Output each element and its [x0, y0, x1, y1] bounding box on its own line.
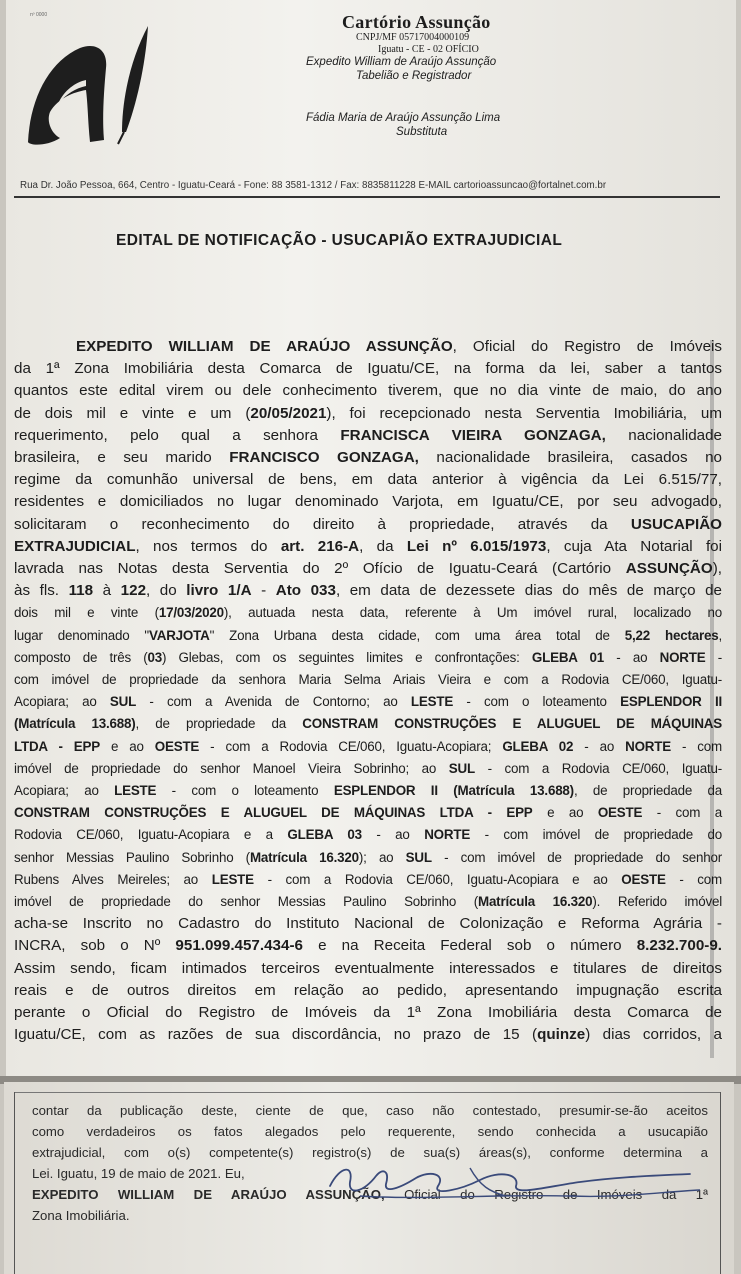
notary-title: Tabelião e Registrador: [356, 70, 472, 82]
text-line: imóvel de propriedade do senhor Manoel Vieira Sobrinho; ao SUL - com a Rodovia CE/060, Iguatu-: [14, 760, 722, 776]
notary-name: Expedito William de Araújo Assunção: [306, 56, 497, 68]
text-line: Iguatu/CE, com as razões de sua discordância, no prazo de 15 (quinze) dias corridos, a: [14, 1026, 722, 1044]
text-line: Zona Imobiliária.: [32, 1208, 130, 1223]
box-border: [14, 1092, 15, 1274]
text-line: às fls. 118 à 122, do livro 1/A - Ato 033, em data de dezessete dias do mês de março de: [14, 582, 723, 600]
text-line: Assim sendo, ficam intimados terceiros eventualmente interessados e titulares de direitos: [14, 959, 722, 977]
text-line: Rubens Alves Meireles; ao LESTE - com a Rodovia CE/060, Iguatu-Acopiara e ao OESTE - com: [14, 871, 723, 887]
small-mark: nº 0000: [30, 12, 48, 18]
text-line: residentes e domiciliados no lugar denominado Varjota, em Iguatu/CE, por seu advogado,: [14, 493, 722, 511]
box-border: [14, 1092, 720, 1093]
text-line: com imóvel de propriedade da senhora Maria Selma Ariais Vieira e com a Rodovia CE/060, Iguatu-: [14, 672, 722, 687]
text-line: perante o Oficial do Registro de Imóveis da 1ª Zona Imobiliária desta Comarca de: [14, 1004, 722, 1021]
handwritten-signature: [320, 1156, 710, 1206]
text-line: reais e de outros direitos em relação ao pedido, apresentando impugnação escrita: [14, 981, 722, 999]
cnpj: CNPJ/MF 05717004000109: [356, 32, 470, 43]
text-line: lugar denominado "VARJOTA" Zona Urbana desta cidade, com uma área total de 5,22 hectares,: [14, 627, 723, 643]
text-line: EXPEDITO WILLIAM DE ARAÚJO ASSUNÇÃO, Oficial do Registro de Imóveis da 1ª: [32, 1187, 708, 1202]
office-address: Rua Dr. João Pessoa, 664, Centro - Iguatu-Ceará - Fone: 88 3581-1312 / Fax: 8835811228 E-MAIL cartorioassuncao@fortalnet.com.br: [20, 180, 607, 191]
office-name: Cartório Assunção: [342, 12, 491, 32]
text-line: dois mil e vinte (17/03/2020), autuada nesta data, referente à Um imóvel rural, localizado no: [14, 605, 722, 621]
feather-letter-a-logo: [18, 20, 158, 150]
text-line: LTDA - EPP e ao OESTE - com a Rodovia CE/060, Iguatu-Acopiara; GLEBA 02 - ao NORTE - com: [14, 738, 722, 754]
substitute-title: Substituta: [396, 126, 448, 138]
text-line: brasileira, e seu marido FRANCISCO GONZAGA, nacionalidade brasileira, casados no: [14, 449, 722, 466]
text-line: quantos este edital virem ou dele conhecimento tiverem, que no dia vinte de maio, do ano: [14, 382, 722, 400]
text-line: Rodovia CE/060, Iguatu-Acopiara e a GLEBA 03 - ao NORTE - com imóvel de propriedade do: [14, 827, 722, 843]
box-border: [720, 1092, 721, 1274]
text-line: EXTRAJUDICIAL, nos termos do art. 216-A, da Lei nº 6.015/1973, cuja Ata Notarial foi: [14, 537, 722, 555]
header-divider: [14, 196, 720, 198]
office-city: Iguatu - CE - 02 OFÍCIO: [378, 44, 479, 55]
text-line: contar da publicação deste, ciente de que, caso não contestado, presumir-se-ão aceitos: [32, 1103, 708, 1118]
text-line: senhor Messias Paulino Sobrinho (Matrícula 16.320); ao SUL - com imóvel de propriedade do senhor: [14, 849, 722, 865]
text-line: EXPEDITO WILLIAM DE ARAÚJO ASSUNÇÃO, Oficial do Registro de Imóveis: [76, 338, 722, 355]
text-line: solicitaram o reconhecimento do direito à propriedade, através da USUCAPIÃO: [14, 515, 722, 533]
text-line: imóvel de propriedade do senhor Messias Paulino Sobrinho (Matrícula 16.320). Referido imóvel: [14, 894, 722, 909]
document-title: EDITAL DE NOTIFICAÇÃO - USUCAPIÃO EXTRAJUDICIAL: [116, 232, 563, 249]
text-line: composto de três (03) Glebas, com os seguintes limites e confrontações: GLEBA 01 - ao NORTE -: [14, 649, 722, 665]
text-line: Lei. Iguatu, 19 de maio de 2021. Eu,: [32, 1166, 245, 1181]
text-line: Acopiara; ao SUL - com a Avenida de Contorno; ao LESTE - com o loteamento ESPLENDOR II: [14, 694, 723, 710]
substitute-name: Fádia Maria de Araújo Assunção Lima: [306, 112, 501, 124]
text-line: CONSTRAM CONSTRUÇÕES E ALUGUEL DE MÁQUINAS LTDA - EPP e ao OESTE - com a: [14, 805, 722, 821]
text-line: extrajudicial, com o(s) competente(s) registro(s) de sua(s) áreas(s), conforme determina a: [32, 1145, 708, 1160]
text-line: de dois mil e vinte e um (20/05/2021), foi recepcionado nesta Serventia Imobiliária, um: [14, 404, 722, 422]
text-line: regime da comunhão universal de bens, em data anterior à vigência da Lei 6.515/77,: [14, 471, 722, 489]
text-line: Acopiara; ao LESTE - com o loteamento ESPLENDOR II (Matrícula 13.688), de propriedade da: [14, 783, 722, 798]
text-line: da 1ª Zona Imobiliária desta Comarca de Iguatu/CE, na forma da lei, saber a tantos: [14, 360, 722, 378]
text-line: lavrada nas Notas desta Serventia do 2º Ofício de Iguatu-Ceará (Cartório ASSUNÇÃO),: [14, 560, 722, 577]
text-line: como verdadeiros os fatos alegados pelo requerente, sendo conhecida a usucapião: [32, 1124, 708, 1139]
text-line: requerimento, pelo qual a senhora FRANCISCA VIEIRA GONZAGA, nacionalidade: [14, 426, 722, 444]
text-line: acha-se Inscrito no Cadastro do Instituto Nacional de Colonização e Reforma Agrária -: [14, 915, 722, 933]
text-line: (Matrícula 13.688), de propriedade da CONSTRAM CONSTRUÇÕES E ALUGUEL DE MÁQUINAS: [14, 716, 722, 732]
text-line: INCRA, sob o Nº 951.099.457.434-6 e na Receita Federal sob o número 8.232.700-9.: [14, 937, 722, 955]
